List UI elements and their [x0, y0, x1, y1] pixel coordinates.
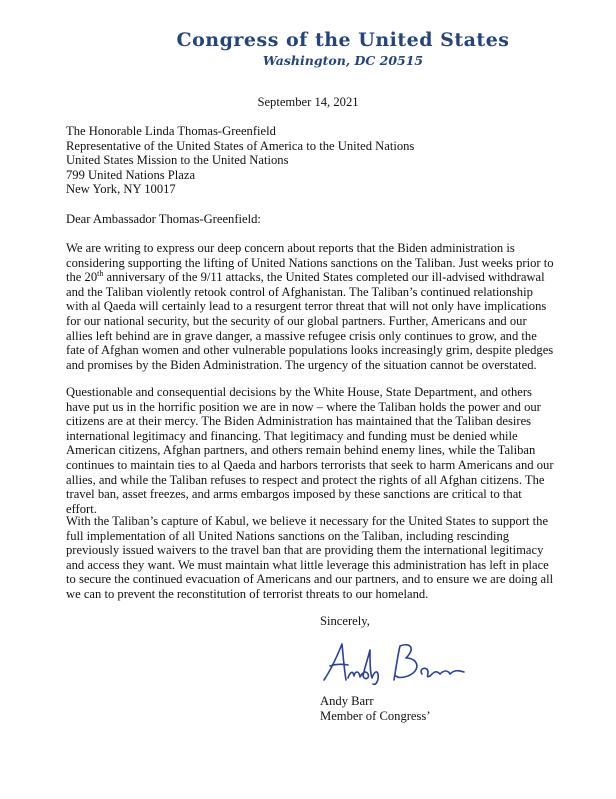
recipient-line-2: Representative of the United States of America to the United Nations: [66, 138, 415, 153]
paragraph-1-part-b: anniversary of the 9/11 attacks, the United States completed our ill-advised withdrawal and the Taliban violently retook control of Afghanistan. The Taliban’s continued relationship with al Qaeda will certainly lead to a resurgent terror threat that will not only have implications for our national security, but the security of our global partners. Further, Americans and our allies left behind are in grave danger, a massive refugee crisis only continues to grow, and the fate of Afghan women and other vulnerable populations looks increasingly grim, despite pledges and promises by the Biden Administration. The urgency of the situation cannot be overstated.: [66, 270, 554, 372]
letterhead-subtitle: Washington, DC 20515: [262, 53, 424, 68]
salutation: Dear Ambassador Thomas-Greenfield:: [66, 212, 261, 226]
body-paragraph-3: With the Taliban’s capture of Kabul, we believe it necessary for the United States to support the full implementation of all United Nations sanctions on the Taliban, including rescinding previously issued waivers to the travel ban that are providing them the international legitimacy and access they want. We must maintain what little leverage this administration has left in place to secure the continued evacuation of Americans and our partners, and to ensure we are doing all we can to prevent the reconstitution of terrorist threats to our homeland.: [66, 514, 554, 601]
signature-stroke-b: [394, 645, 417, 680]
signer-block: [320, 694, 431, 723]
recipient-line-5: New York, NY 10017: [66, 182, 176, 197]
closing: Sincerely,: [320, 614, 370, 628]
recipient-address: [66, 124, 414, 197]
handwritten-signature: [318, 640, 468, 686]
letter-date: September 14, 2021: [257, 95, 359, 109]
recipient-line-1: The Honorable Linda Thomas-Greenfield: [66, 124, 276, 138]
signature-stroke-a-bar: [330, 664, 348, 666]
body-paragraph-1: [66, 241, 554, 372]
recipient-line-3: United States Mission to the United Nations: [66, 153, 289, 168]
signature-stroke-a: [324, 644, 346, 680]
body-paragraph-2: Questionable and consequential decisions by the White House, State Department, and others have put us in the horrific position we are in now – where the Taliban holds the power and our citizens are at their mercy. The Biden Administration has maintained that the Taliban desires international legitimacy and financing. That legitimacy and funding must be denied while American citizens, Afghan partners, and others remain behind enemy lines, while the Taliban continues to maintain ties to al Qaeda and harbors terrorists that seek to harm Americans and our allies, and while the Taliban refuses to respect and protect the rights of all Afghan citizens. The travel ban, asset freezes, and arms embargos imposed by these sanctions are critical to that effort.: [66, 385, 554, 516]
signer-name: Andy Barr: [320, 694, 374, 708]
paragraph-1-superscript: th: [97, 269, 104, 278]
signature-stroke-arr: [421, 668, 464, 676]
paragraph-1-part-a: We are writing to express our deep concern about reports that the Biden administration is considering supporting the lifting of United Nations sanctions on the Taliban. Just weeks prior to the 20: [66, 241, 554, 285]
signer-title: Member of Congress’: [320, 708, 431, 723]
signature-stroke-ndy: [348, 650, 378, 684]
letterhead: [0, 28, 616, 70]
letterhead-title: Congress of the United States: [176, 29, 510, 51]
recipient-line-4: 799 United Nations Plaza: [66, 167, 196, 182]
